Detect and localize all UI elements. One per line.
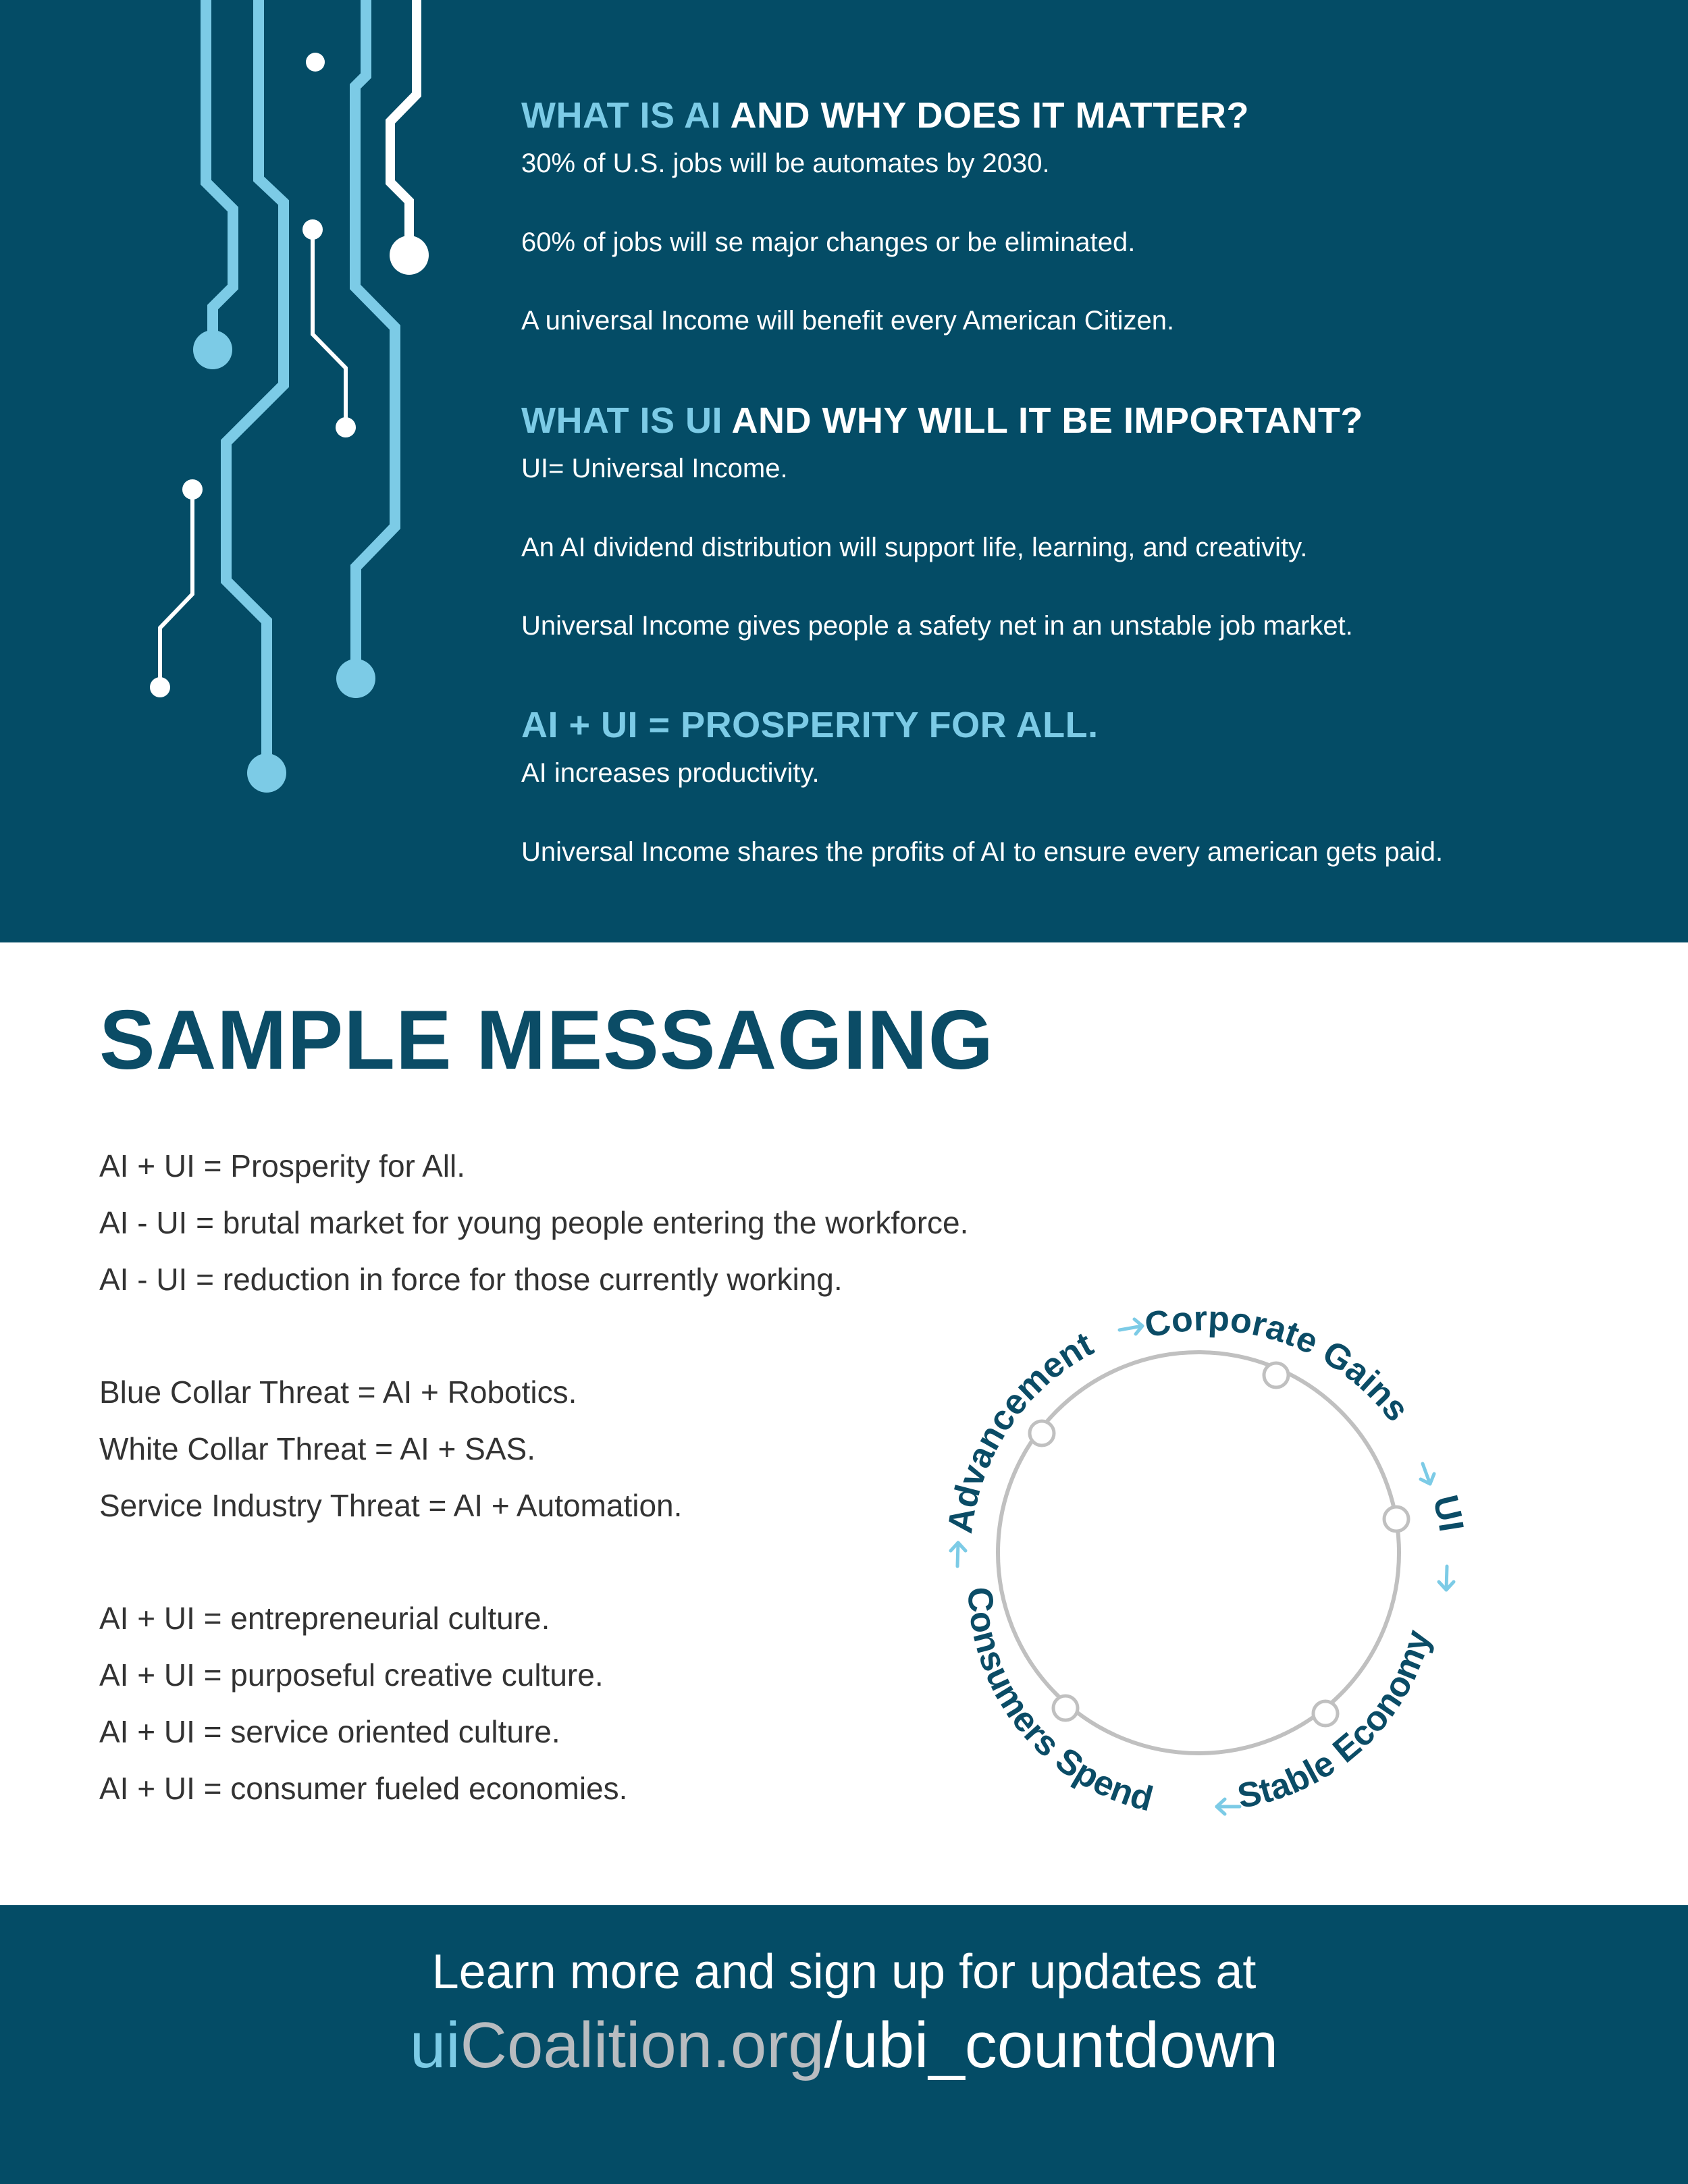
ai-fact-3: A universal Income will benefit every American Citizen. — [521, 306, 1175, 336]
ui-fact-1: UI= Universal Income. — [521, 454, 788, 483]
cycle-ring — [998, 1352, 1399, 1753]
circuit-node — [390, 236, 429, 275]
circuit-trace — [355, 0, 395, 675]
circuit-node — [247, 753, 286, 793]
cycle-label-stable-economy: Stable Economy — [1234, 1626, 1439, 1817]
sample-messaging-title: SAMPLE MESSAGING — [99, 994, 995, 1087]
cycle-node — [1030, 1421, 1054, 1445]
ai-fact-2: 60% of jobs will se major changes or be eliminated. — [521, 228, 1136, 257]
circuit-trace — [390, 0, 417, 246]
cycle-label-consumers-spend: Consumers Spend — [959, 1586, 1157, 1819]
message-line: AI + UI = service oriented culture. — [99, 1714, 560, 1749]
arrow-down-icon — [1439, 1566, 1454, 1590]
cycle-node — [1384, 1507, 1408, 1531]
footer-cta: Learn more and sign up for updates at — [431, 1945, 1257, 1999]
message-line: AI - UI = reduction in force for those currently working. — [99, 1262, 843, 1297]
circuit-node — [150, 677, 170, 697]
message-line: AI + UI = purposeful creative culture. — [99, 1657, 604, 1693]
arrow-down-icon — [1421, 1464, 1434, 1484]
circuit-node — [336, 417, 356, 437]
circuit-trace — [160, 489, 192, 685]
message-line: AI + UI = Prosperity for All. — [99, 1148, 465, 1183]
message-line: Service Industry Threat = AI + Automation. — [99, 1488, 683, 1523]
url-domain: Coalition.org — [460, 2009, 824, 2081]
circuit-node — [193, 330, 232, 369]
circuit-trace — [226, 0, 284, 770]
prosperity-fact-1: AI increases productivity. — [521, 758, 820, 788]
ai-fact-1: 30% of U.S. jobs will be automates by 2030. — [521, 149, 1050, 178]
message-line: White Collar Threat = AI + SAS. — [99, 1431, 535, 1466]
url-ui: ui — [409, 2009, 460, 2081]
cycle-node — [1053, 1696, 1078, 1720]
cycle-node — [1313, 1701, 1338, 1726]
footer-url[interactable] — [0, 2008, 1688, 2083]
circuit-node — [302, 219, 323, 240]
circuit-node — [306, 53, 325, 72]
circuit-trace — [313, 230, 346, 425]
cycle-label-advancement: Advancement — [941, 1325, 1100, 1536]
cycle-label-ui: UI — [1425, 1491, 1471, 1535]
arrow-up-icon — [951, 1543, 966, 1566]
cycle-node — [1264, 1363, 1288, 1387]
arrow-left-icon — [1217, 1799, 1240, 1814]
heading-what-is-ui: WHAT IS UI AND WHY WILL IT BE IMPORTANT? — [521, 400, 1363, 441]
heading-what-is-ai: WHAT IS AI AND WHY DOES IT MATTER? — [521, 95, 1249, 136]
message-line: AI - UI = brutal market for young people entering the workforce. — [99, 1205, 969, 1240]
url-path: /ubi_countdown — [824, 2009, 1279, 2081]
ui-fact-2: An AI dividend distribution will support life, learning, and creativity. — [521, 533, 1308, 562]
economy-cycle-diagram — [918, 1269, 1499, 1850]
cycle-label-corporate-gains: Corporate Gains — [1141, 1299, 1417, 1429]
prosperity-fact-2: Universal Income shares the profits of AI to ensure every american gets paid. — [521, 837, 1444, 867]
message-line: AI + UI = entrepreneurial culture. — [99, 1601, 550, 1636]
heading-prosperity: AI + UI = PROSPERITY FOR ALL. — [521, 705, 1099, 745]
ui-fact-3: Universal Income gives people a safety net in an unstable job market. — [521, 611, 1353, 641]
circuit-decoration — [0, 0, 473, 844]
circuit-trace — [206, 0, 233, 348]
message-line: Blue Collar Threat = AI + Robotics. — [99, 1375, 577, 1410]
arrow-right-icon — [1119, 1319, 1142, 1334]
circuit-node — [336, 659, 375, 698]
circuit-node — [182, 479, 203, 500]
message-line: AI + UI = consumer fueled economies. — [99, 1771, 628, 1806]
